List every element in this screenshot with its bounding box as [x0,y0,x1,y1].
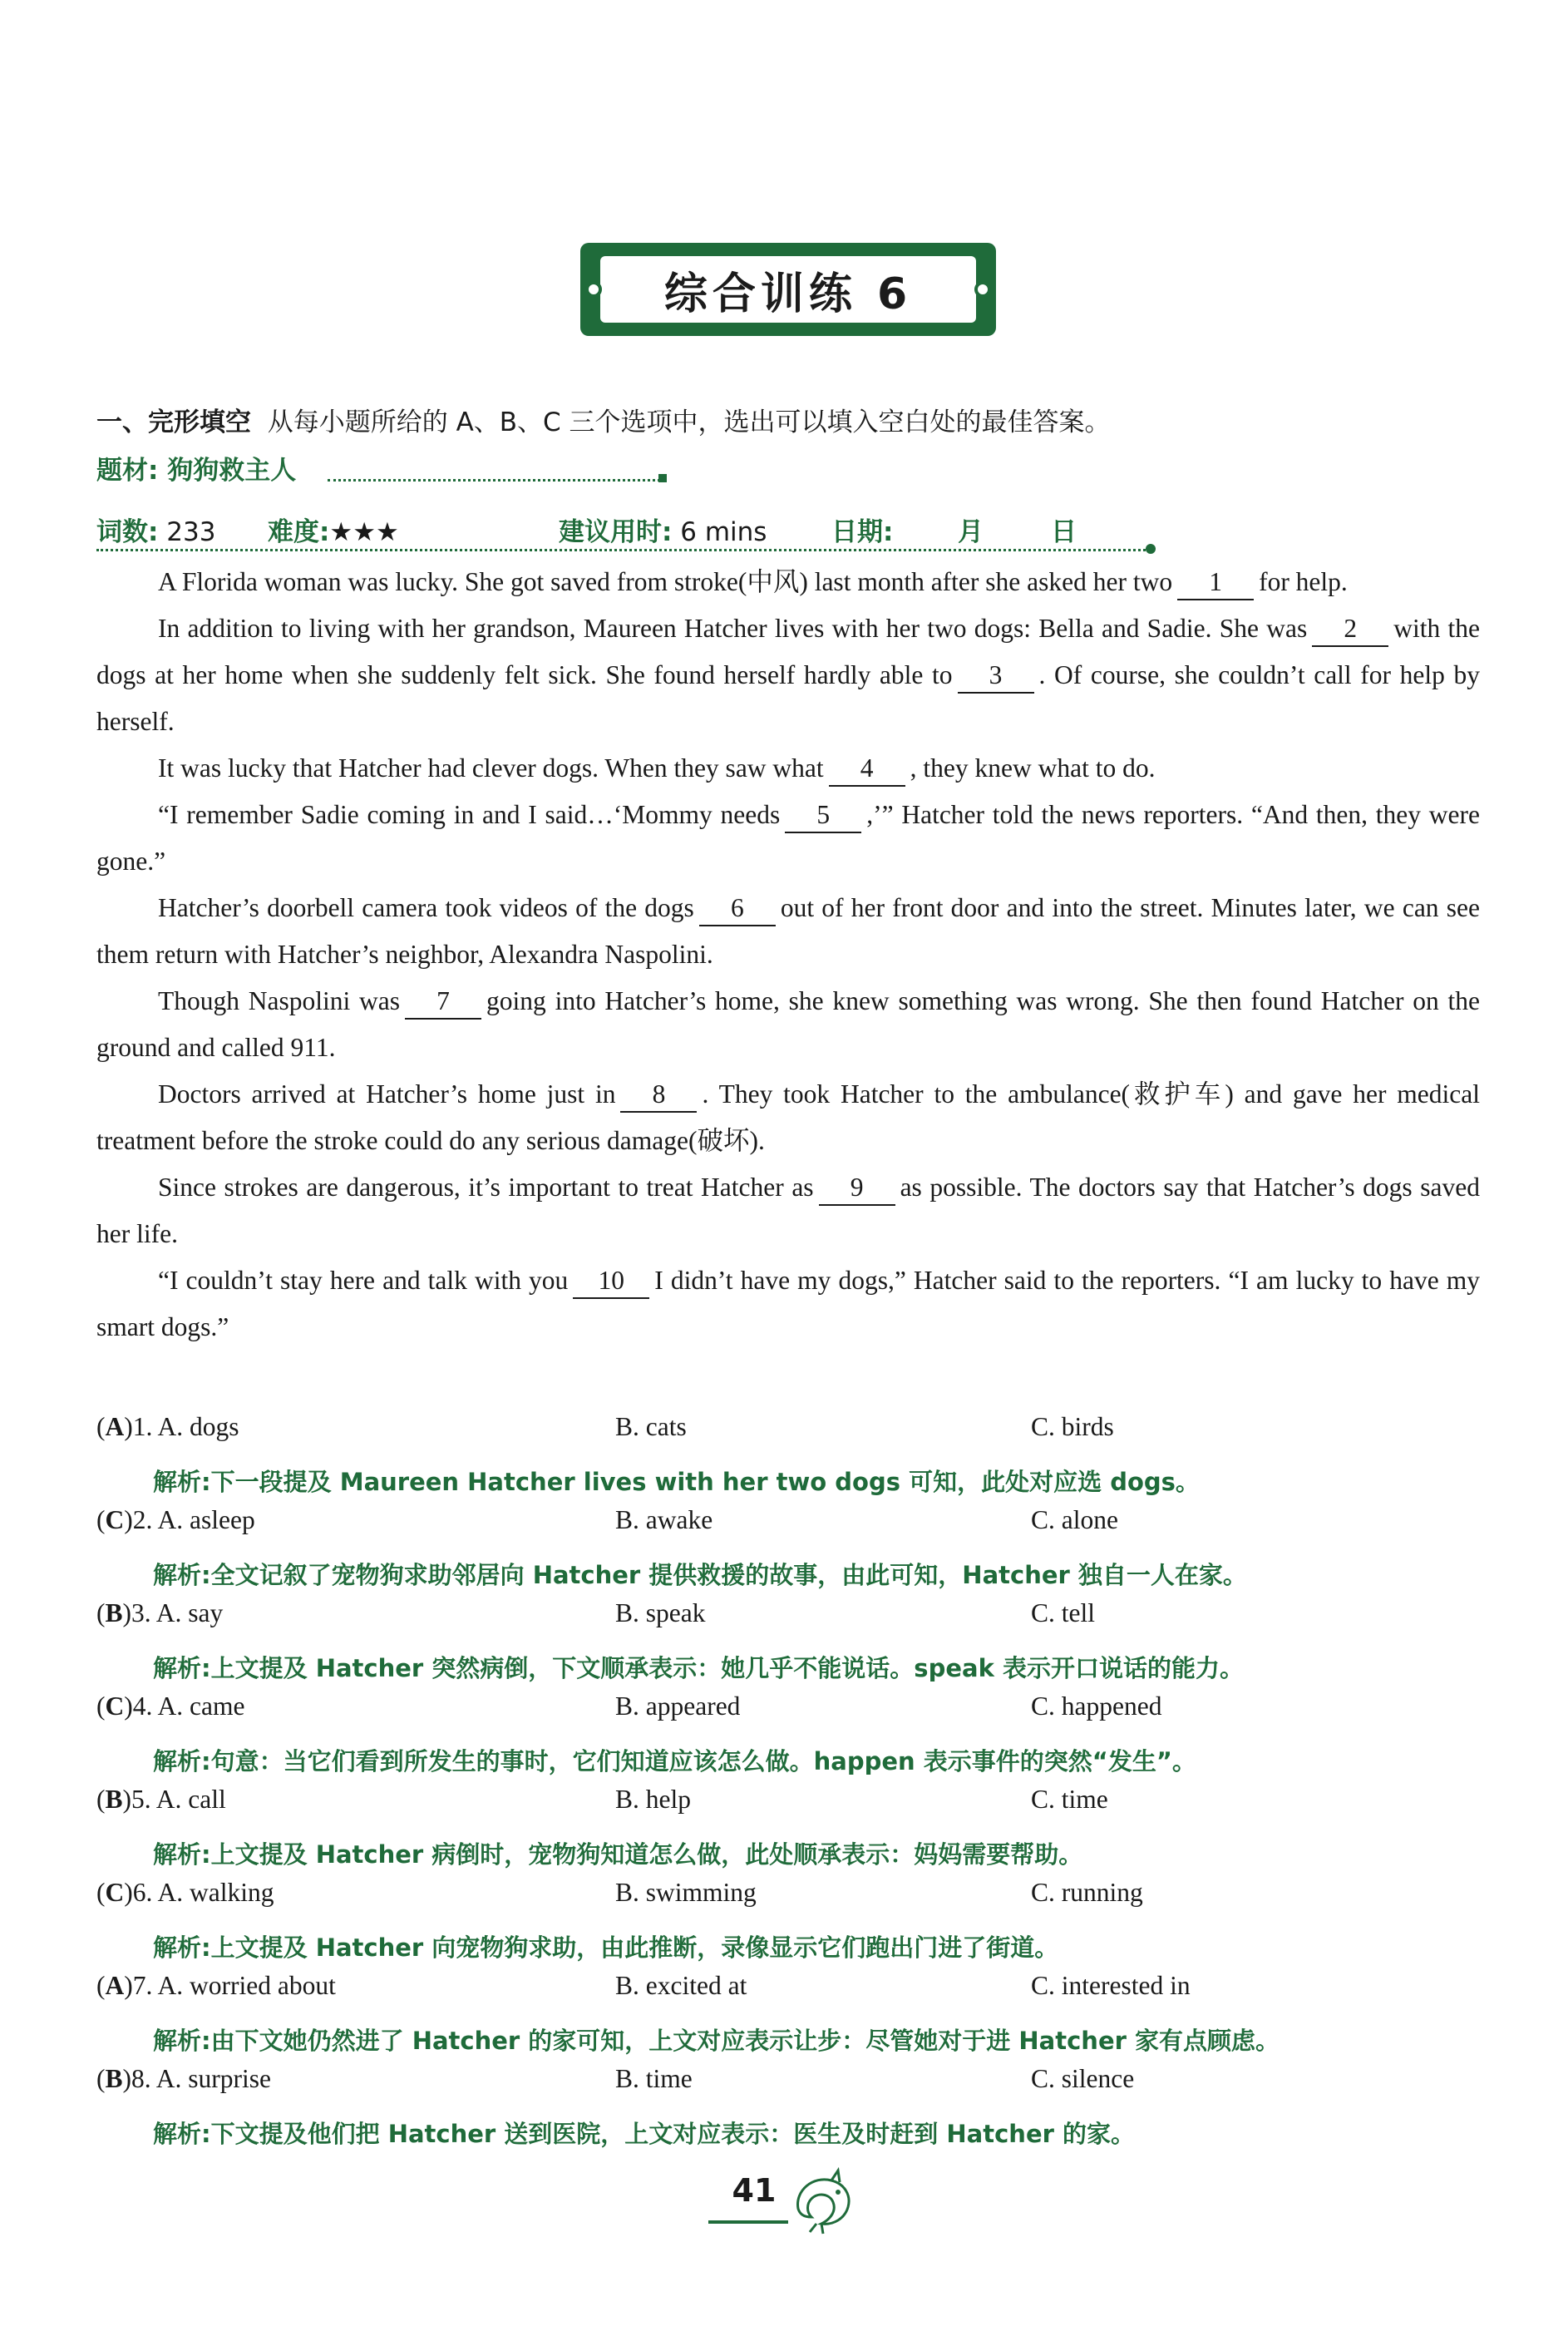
explanation [96,1645,1493,1691]
explanation [96,2017,1493,2064]
option-c: C. silence [1031,2064,1135,2093]
answer-letter: A [105,1971,125,2000]
page-title: 综合训练 6 [600,256,976,323]
explanation-text: 由下文她仍然进了 Hatcher 的家可知，上文对应表示让步：尽管她对于进 Hatcher 家有点顾虑。 [210,2027,1280,2055]
option-a: A. walking [157,1878,274,1907]
meta-dotted-rule [96,549,1146,551]
passage-paragraph: A Florida woman was lucky. She got saved from stroke(中风) last month after she asked her two 1 for help. [96,559,1480,605]
option-b: B. time [615,2064,693,2093]
explanation-text: 上文提及 Hatcher 突然病倒，下文顺承表示：她几乎不能说话。speak 表示开口说话的能力。 [210,1654,1244,1682]
option-b: B. swimming [615,1878,757,1907]
section-heading [96,401,1477,438]
option-a: A. call [155,1785,226,1814]
answer-letter: C [105,1505,125,1534]
passage-paragraph: Doctors arrived at Hatcher’s home just in 8 . They took Hatcher to the ambulance(救护车) and gave her medical treatment before the stroke could do any serious damage(破坏). [96,1079,1480,1155]
theme-rule-end-icon [658,474,667,482]
option-a: A. worried about [157,1971,336,2000]
option-a: A. asleep [157,1505,255,1534]
explanation [96,1738,1493,1785]
blank-2: 2 [1312,612,1388,647]
meta-line [96,511,1152,552]
time-label: 建议用时: [559,517,673,547]
question-number: 1 [132,1412,146,1441]
page-number: 41 [732,2172,777,2209]
meta-rule-end-icon [1146,544,1156,554]
title-dot-right-icon [974,281,991,298]
passage-paragraph: It was lucky that Hatcher had clever dogs. When they saw what 4 , they knew what to do. [96,745,1480,792]
explanation-text: 下文提及他们把 Hatcher 送到医院，上文对应表示：医生及时赶到 Hatcher 的家。 [210,2120,1136,2148]
explanation-label: 解析: [153,1747,211,1775]
option-a: A. came [157,1691,245,1721]
option-c: C. tell [1031,1598,1095,1627]
blank-6: 6 [699,891,776,926]
option-c: C. happened [1031,1691,1162,1721]
option-a: A. say [155,1598,224,1627]
blank-10: 10 [573,1264,649,1299]
explanation-label: 解析: [153,2027,211,2055]
question-number: 2 [132,1505,146,1534]
explanation-label: 解析: [153,1840,211,1869]
option-c: C. interested in [1031,1971,1191,2000]
answer-letter: A [105,1412,125,1441]
blank-1: 1 [1177,565,1254,600]
question-number: 4 [132,1691,146,1721]
option-b: B. speak [615,1598,706,1627]
question-row: (C)6. A. walking B. swimming C. running [96,1878,1143,1907]
question-row: (B)8. A. surprise B. time C. silence [96,2064,1135,2093]
theme-line [96,449,296,486]
theme-label: 题材: [96,456,159,486]
explanation [96,1831,1493,1878]
passage-paragraph: Though Naspolini was 7 going into Hatcher’s home, she knew something was wrong. She then found Hatcher on the ground and called 911. [96,986,1480,1062]
blank-8: 8 [620,1078,697,1113]
answer-letter: C [105,1691,125,1721]
explanation-text: 句意：当它们看到所发生的事时，它们知道应该怎么做。happen 表示事件的突然“发生”。 [210,1747,1196,1775]
question-row: (A)1. A. dogs B. cats C. birds [96,1412,1114,1441]
question-number: 6 [132,1878,146,1907]
option-c: C. time [1031,1785,1108,1814]
explanation-label: 解析: [153,1561,211,1589]
blank-4: 4 [829,752,905,787]
explanation-text: 下一段提及 Maureen Hatcher lives with her two dogs 可知，此处对应选 dogs。 [210,1468,1200,1496]
theme-dotted-rule [328,479,660,481]
question-number: 3 [131,1598,145,1627]
explanation [96,2111,1493,2157]
question-row: (B)3. A. say B. speak C. tell [96,1598,1095,1627]
explanation-label: 解析: [153,1933,211,1962]
explanation-label: 解析: [153,1468,211,1496]
title-dot-left-icon [585,281,602,298]
passage-paragraph: “I couldn’t stay here and talk with you 10 I didn’t have my dogs,” Hatcher said to the reporters. “I am lucky to have my smart dogs.” [96,1266,1480,1341]
explanation-label: 解析: [153,2120,211,2148]
question-number: 8 [131,2064,145,2093]
explanation-text: 全文记叙了宠物狗求助邻居向 Hatcher 提供救援的故事，由此可知，Hatcher 独自一人在家。 [210,1561,1247,1589]
explanation [96,1924,1493,1971]
option-c: C. birds [1031,1412,1114,1441]
blank-5: 5 [785,798,861,833]
page-number-underline [708,2220,788,2224]
question-row: (C)2. A. asleep B. awake C. alone [96,1505,1118,1534]
option-c: C. running [1031,1878,1143,1907]
option-a: A. surprise [155,2064,272,2093]
option-c: C. alone [1031,1505,1118,1534]
answer-letter: C [105,1878,125,1907]
words-label: 词数: [96,517,159,547]
option-b: B. awake [615,1505,713,1534]
section-instruction: 从每小题所给的 A、B、C 三个选项中，选出可以填入空白处的最佳答案。 [267,407,1111,437]
question-row: (C)4. A. came B. appeared C. happened [96,1691,1162,1721]
explanation [96,1459,1493,1505]
date-month: 月 [958,517,984,547]
title-banner [580,243,996,336]
explanation-label: 解析: [153,1654,211,1682]
explanation-text: 上文提及 Hatcher 向宠物狗求助，由此推断，录像显示它们跑出门进了街道。 [210,1933,1059,1962]
date-day: 日 [1051,517,1077,547]
option-a: A. dogs [157,1412,239,1441]
option-b: B. excited at [615,1971,747,2000]
question-number: 5 [131,1785,145,1814]
question-row: (A)7. A. worried about B. excited at C. interested in [96,1971,1191,2000]
question-list [96,1412,1493,2157]
question-number: 7 [132,1971,146,2000]
dolphin-logo-icon [786,2166,856,2235]
cloze-passage [96,559,1480,1351]
answer-letter: B [105,1785,123,1814]
passage-paragraph: Since strokes are dangerous, it’s important to treat Hatcher as 9 as possible. The doctors say that Hatcher’s dogs saved her life. [96,1173,1480,1248]
explanation [96,1552,1493,1598]
words-value: 233 [166,517,216,547]
passage-paragraph: In addition to living with her grandson, Maureen Hatcher lives with her two dogs: Bella and Sadie. She was 2 with the dogs at her home when she suddenly felt sick. She found herself hardly able to 3 . Of course, she couldn’t call for help by herself. [96,614,1480,736]
theme-value: 狗狗救主人 [167,456,297,486]
difficulty-label: 难度: [268,517,330,547]
difficulty-stars: ★★★ [329,517,399,547]
passage-paragraph: “I remember Sadie coming in and I said…‘Mommy needs 5 ,’” Hatcher told the news reporters. “And then, they were gone.” [96,800,1480,876]
answer-letter: B [105,1598,123,1627]
option-b: B. help [615,1785,691,1814]
section-title: 一、完形填空 [96,407,251,437]
answer-letter: B [105,2064,123,2093]
blank-7: 7 [405,985,481,1020]
blank-3: 3 [958,659,1034,694]
option-b: B. cats [615,1412,687,1441]
passage-paragraph: Hatcher’s doorbell camera took videos of the dogs 6 out of her front door and into the street. Minutes later, we can see them return with Hatcher’s neighbor, Alexandra Naspolini. [96,893,1480,969]
question-row: (B)5. A. call B. help C. time [96,1785,1108,1814]
option-b: B. appeared [615,1691,741,1721]
blank-9: 9 [819,1171,895,1206]
explanation-text: 上文提及 Hatcher 病倒时，宠物狗知道怎么做，此处顺承表示：妈妈需要帮助。 [210,1840,1083,1869]
time-value: 6 mins [680,517,767,547]
date-label: 日期: [831,517,894,547]
